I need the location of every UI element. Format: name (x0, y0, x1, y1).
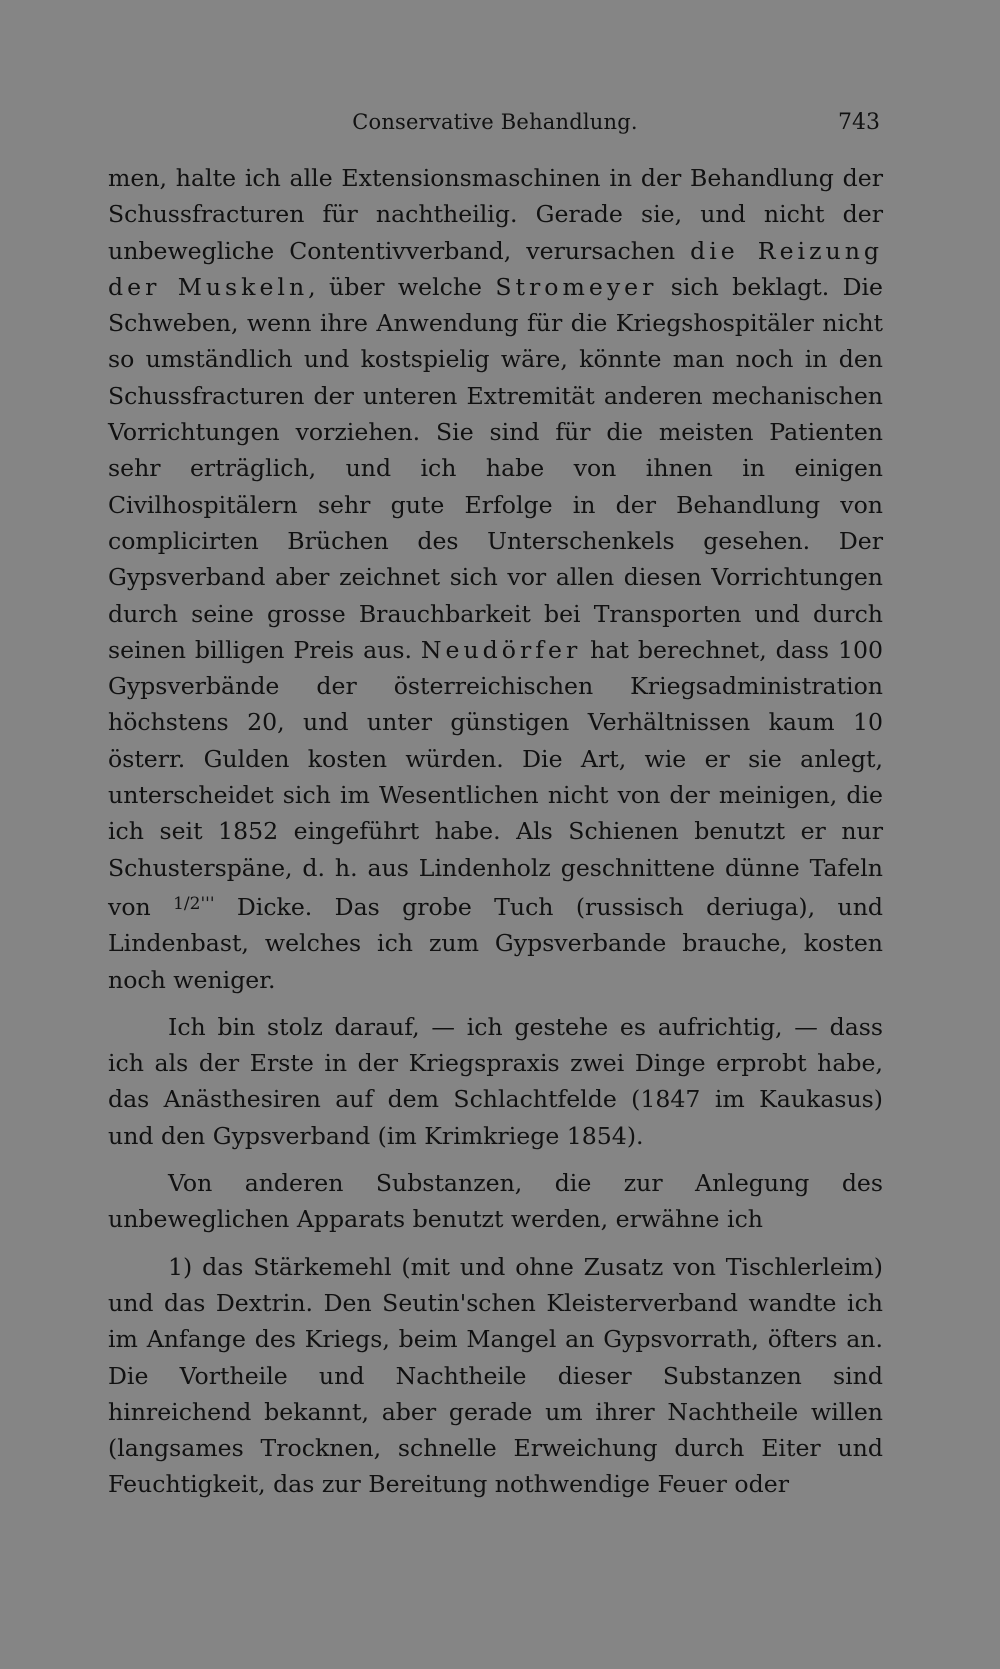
text-run: , über welche (308, 272, 496, 301)
paragraph-1 (108, 160, 883, 998)
spaced-text-run: die Reizung der Muskeln (108, 236, 884, 301)
text-run: 1) das Stärkemehl (mit und ohne Zusatz von Tischlerleim) und das Dextrin. Den Seutin'schen Kleisterverband wandte ich im Anfange des Kriegs, beim Mangel an Gypsvorrath, öfters an. Die Vortheile und Nachtheile dieser Substanzen sind hinreichend bekannt, aber gerade um ihrer Nachtheile willen (langsames Trocknen, schnelle Erweichung durch Eiter und Feuchtigkeit, das zur Bereitung nothwendige Feuer oder (108, 1252, 883, 1499)
paragraph-3 (108, 1165, 883, 1238)
body-text (108, 160, 883, 1503)
running-header (110, 104, 880, 140)
author-name-stromeyer: Stromeyer (495, 272, 658, 301)
paragraph-2 (108, 1009, 883, 1154)
text-run: Dicke. Das grobe Tuch (russisch deriuga), und Lindenbast, welches ich zum Gypsverbande brauche, kosten noch weniger. (108, 892, 884, 994)
text-run: Ich bin stolz darauf, — ich gestehe es aufrichtig, — dass ich als der Erste in der Kriegspraxis zwei Dinge erprobt habe, das Anästhesiren auf dem Schlachtfelde (1847 im Kaukasus) und den Gypsverband (im Krimkriege 1854). (108, 1012, 883, 1150)
text-run: sich beklagt. Die Schweben, wenn ihre Anwendung für die Kriegshospitäler nicht so umständlich und kostspielig wäre, könnte man noch in den Schussfracturen der unteren Extremität anderen mechanischen Vorrichtungen vorziehen. Sie sind für die meisten Patienten sehr erträglich, und ich habe von ihnen in einigen Civilhospitälern sehr gute Erfolge in der Behandlung von complicirten Brüchen des Unterschenkels gesehen. Der Gypsverband aber zeichnet sich vor allen diesen Vorrichtungen durch seine grosse Brauchbarkeit bei Transporten und durch seinen billigen Preis aus. (108, 272, 884, 664)
page-number: 743 (838, 110, 880, 135)
running-title: Conservative Behandlung. (352, 110, 638, 134)
paragraph-4 (108, 1249, 883, 1503)
fraction-thickness: 1/2''' (173, 893, 215, 914)
text-run: hat berechnet, dass 100 Gypsverbände der österreichischen Kriegsadministration höchstens 20, und unter günstigen Verhältnissen kaum 10 österr. Gulden kosten würden. Die Art, wie er sie anlegt, unterscheidet sich im Wesentlichen nicht von der meinigen, die ich seit 1852 eingeführt habe. Als Schienen benutzt er nur Schusterspäne, d. h. aus Lindenholz geschnittene dünne Tafeln von (108, 635, 883, 921)
text-run: men, halte ich alle Extensionsmaschinen in der Behandlung der Schussfracturen für nachtheilig. Gerade sie, und nicht der unbewegliche Contentivverband, verursachen (108, 164, 883, 265)
text-run: Von anderen Substanzen, die zur Anlegung des unbeweglichen Apparats benutzt werden, erwähne ich (108, 1169, 883, 1234)
author-name-neudoerfer: Neudörfer (420, 635, 582, 664)
